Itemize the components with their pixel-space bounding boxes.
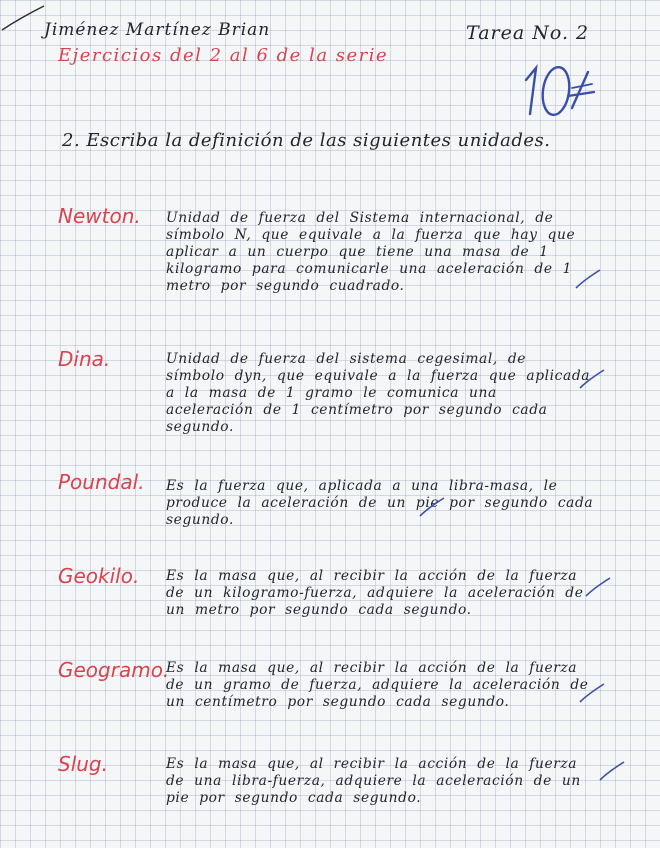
checkmark-icon: [584, 574, 614, 598]
checkmark-icon: [578, 680, 608, 704]
checkmark-icon: [578, 366, 608, 390]
definition-geogramo: Es la masa que, al recibir la acción de la fuerza de un gramo de fuerza, adquiere la aceleración de un centímetro por segundo cada segundo.: [166, 660, 589, 710]
pen-stroke-mark: [0, 0, 48, 40]
term-dina: Dina.: [58, 347, 111, 371]
assignment-subtitle: Ejercicios del 2 al 6 de la serie: [58, 45, 389, 66]
definition-slug: Es la masa que, al recibir la acción de la fuerza de una libra-fuerza, adquiere la aceleración de un pie por segundo cada segundo.: [166, 756, 581, 806]
checkmark-icon: [598, 758, 628, 782]
term-geokilo: Geokilo.: [58, 564, 140, 588]
term-poundal: Poundal.: [58, 470, 145, 494]
definition-geokilo: Es la masa que, al recibir la acción de la fuerza de un kilogramo-fuerza, adquiere la aceleración de un metro por segundo cada segundo.: [166, 568, 584, 618]
definition-dina: Unidad de fuerza del sistema cegesimal, de símbolo dyn, que equivale a la fuerza que aplicada a la masa de 1 gramo le comunica una aceleración de 1 centímetro por segundo cada segundo.: [166, 351, 591, 435]
term-newton: Newton.: [58, 204, 141, 228]
grade-mark-icon: [506, 58, 596, 124]
definition-poundal: Es la fuerza que, aplicada a una libra-masa, le produce la aceleración de un pie por segundo cada segundo.: [166, 478, 594, 528]
checkmark-icon: [574, 266, 604, 290]
term-slug: Slug.: [58, 752, 108, 776]
checkmark-icon: [418, 494, 448, 518]
term-geogramo: Geogramo.: [58, 658, 170, 682]
task-number: Tarea No. 2: [466, 22, 590, 44]
question-prompt: 2. Escriba la definición de las siguientes unidades.: [62, 130, 551, 151]
definition-newton: Unidad de fuerza del Sistema internacional, de símbolo N, que equivale a la fuerza que hay que aplicar a un cuerpo que tiene una masa de 1 kilogramo para comunicarle una aceleración de 1 metro por segundo cuadrado.: [166, 210, 576, 294]
student-name: Jiménez Martínez Brian: [44, 20, 271, 40]
